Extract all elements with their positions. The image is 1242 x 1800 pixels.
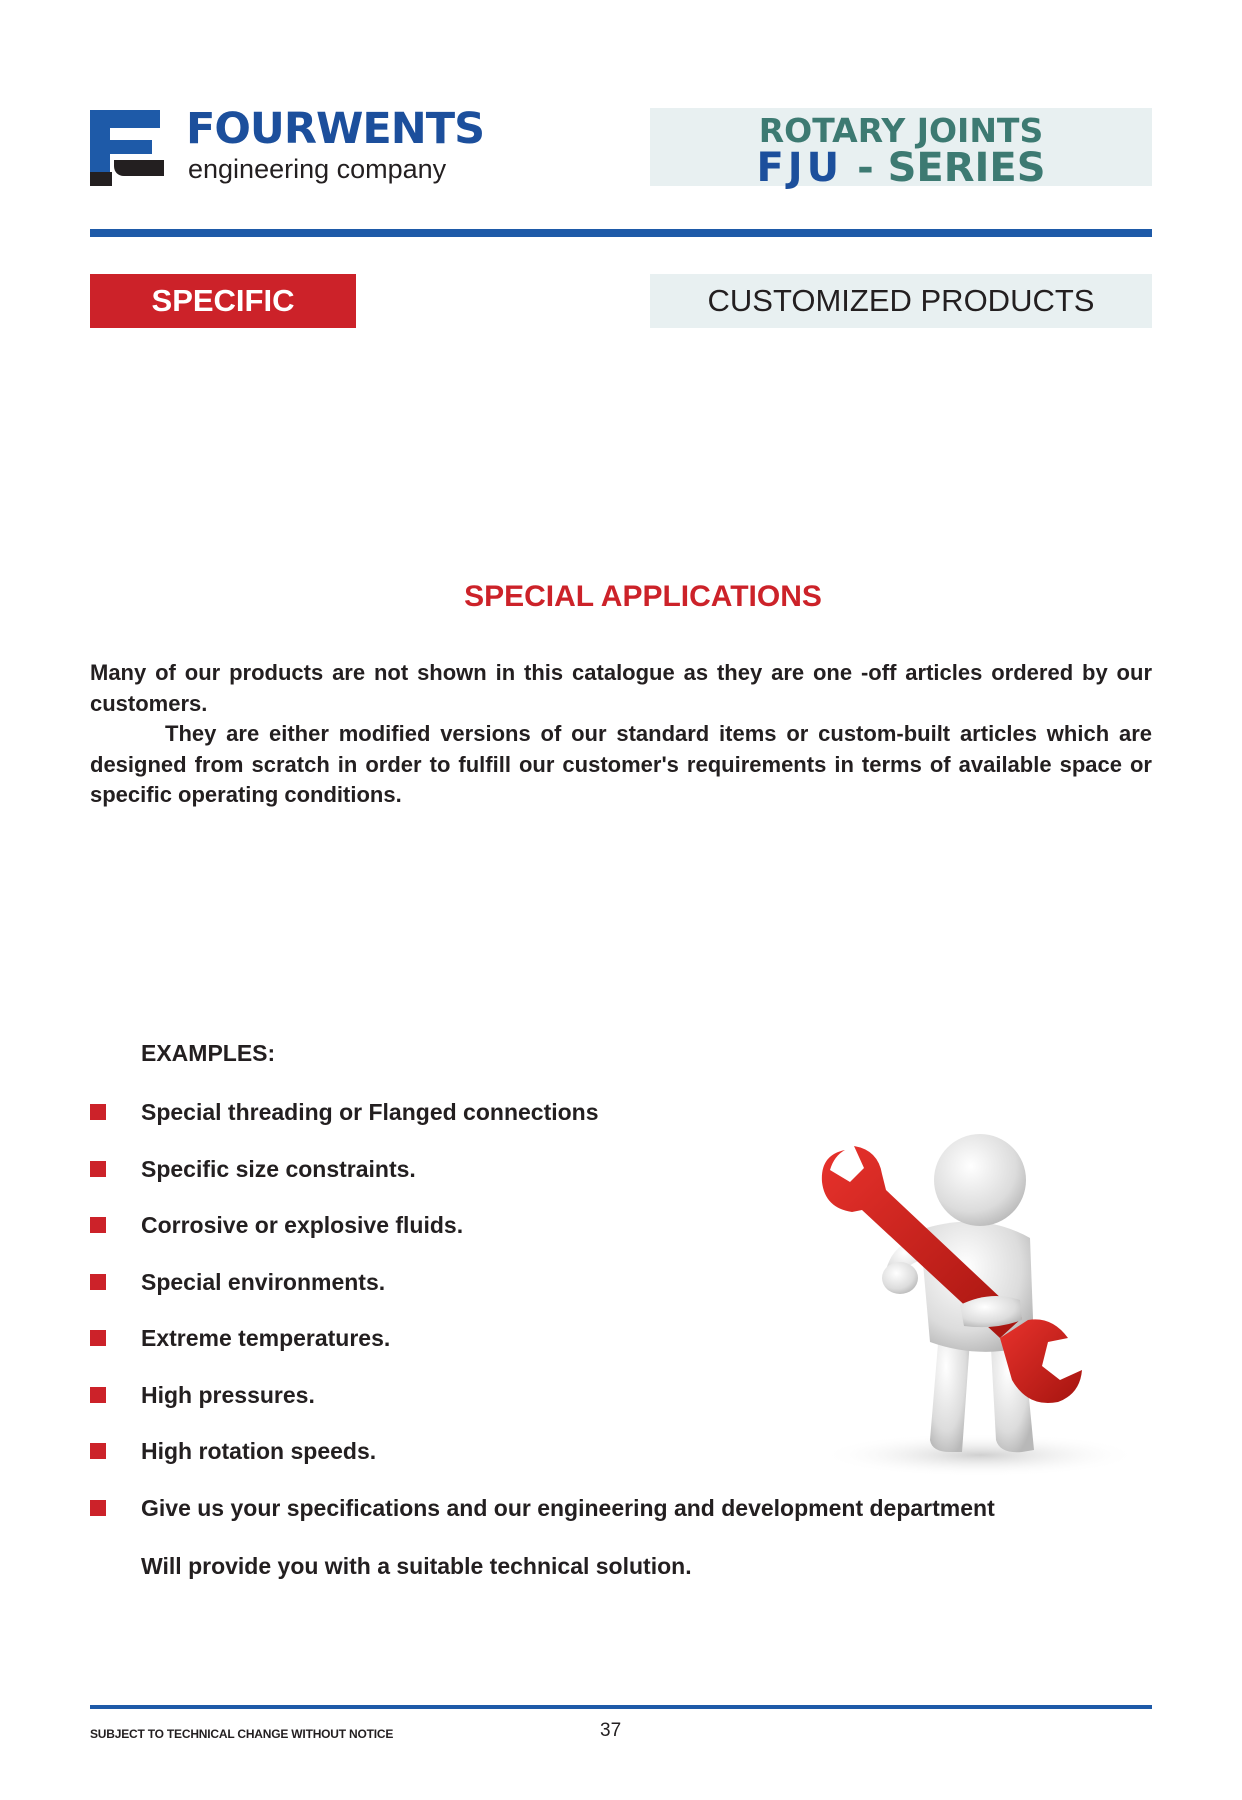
square-bullet-icon	[90, 1443, 106, 1459]
list-item-text: Give us your specifications and our engineering and development department	[141, 1495, 995, 1521]
section-tab-specific: SPECIFIC	[90, 274, 356, 328]
section-heading: SPECIAL APPLICATIONS	[464, 580, 822, 613]
series-code-line	[650, 145, 1152, 191]
closing-text: Will provide you with a suitable technical solution.	[141, 1553, 692, 1579]
wrench-figure-illustration	[790, 1120, 1150, 1480]
square-bullet-icon	[90, 1217, 106, 1233]
series-code: FJU	[756, 145, 844, 191]
logo-name: FOURWENTS	[186, 104, 485, 154]
square-bullet-icon	[90, 1500, 106, 1516]
company-logo	[90, 104, 485, 186]
list-item-text: Special threading or Flanged connections	[141, 1099, 599, 1125]
examples-title: EXAMPLES:	[141, 1040, 276, 1066]
list-item-text: High pressures.	[141, 1382, 315, 1408]
square-bullet-icon	[90, 1104, 106, 1120]
section-tab-customized: CUSTOMIZED PRODUCTS	[650, 274, 1152, 328]
square-bullet-icon	[90, 1274, 106, 1290]
logo-mark-icon	[90, 110, 164, 186]
square-bullet-icon	[90, 1330, 106, 1346]
page-number: 37	[600, 1720, 622, 1741]
list-item-text: Extreme temperatures.	[141, 1325, 391, 1351]
series-title: ROTARY JOINTS	[758, 111, 1044, 150]
square-bullet-icon	[90, 1161, 106, 1177]
footer-divider	[90, 1705, 1152, 1709]
intro-paragraph: Many of our products are not shown in this catalogue as they are one -off articles ordered by our customers.	[90, 660, 1152, 716]
list-item-text: Corrosive or explosive fluids.	[141, 1212, 464, 1238]
list-item-text: Specific size constraints.	[141, 1156, 416, 1182]
series-badge	[650, 108, 1152, 191]
logo-subtitle: engineering company	[188, 154, 447, 184]
series-suffix: - SERIES	[857, 145, 1046, 191]
footer-disclaimer: SUBJECT TO TECHNICAL CHANGE WITHOUT NOTICE	[90, 1727, 394, 1741]
list-item-text: High rotation speeds.	[141, 1438, 377, 1464]
square-bullet-icon	[90, 1387, 106, 1403]
detail-paragraph: They are either modified versions of our standard items or custom-built articles which are designed from scratch in order to fulfill our customer's requirements in terms of available space or specific operating conditions.	[90, 721, 1152, 807]
list-item-text: Special environments.	[141, 1269, 386, 1295]
header-divider	[90, 229, 1152, 237]
